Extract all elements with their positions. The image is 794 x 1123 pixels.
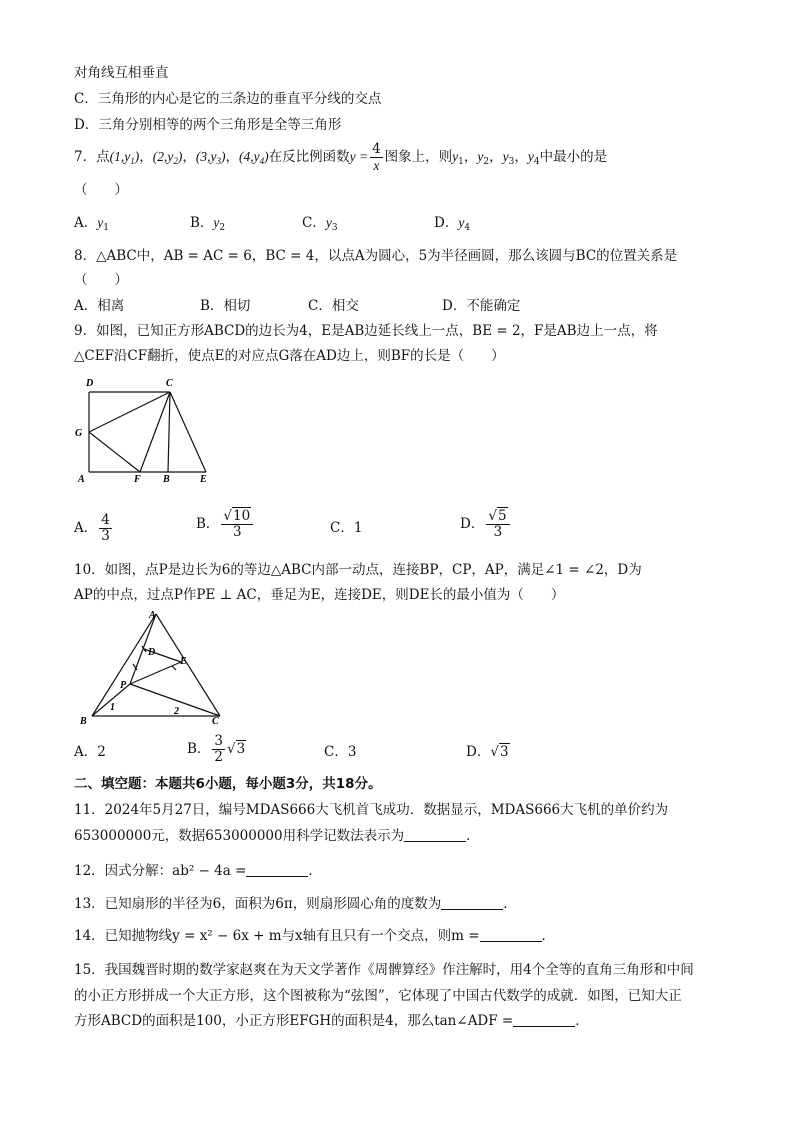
q10-option-b: B． $\frac{3}{2}$ √3	[187, 733, 246, 765]
q10-option-c: C．3	[324, 744, 357, 760]
q12-answer-blank[interactable]	[246, 862, 308, 877]
q9-label-d: D	[86, 378, 94, 389]
q8-option-c: C．相交	[308, 298, 359, 314]
q10-label-b: B	[80, 716, 87, 727]
question-10-line-2: AP的中点，过点P作PE ⊥ AC，垂足为E，连接DE，则DE长的最小值为（ ）	[74, 587, 565, 603]
q7-prefix: 7．点	[74, 149, 110, 165]
question-15-line-1: 15．我国魏晋时期的数学家赵爽在为天文学著作《周髀算经》作注解时，用4个全等的直角三角形和中间	[74, 962, 694, 978]
question-11-line-1: 11．2024年5月27日，编号MDAS666大飞机首飞成功．数据显示，MDAS666大飞机的单价约为	[74, 802, 669, 818]
q10-label-d: D	[148, 647, 156, 658]
q9-label-e: E	[200, 474, 207, 484]
question-10-line-1: 10．如图，点P是边长为6的等边△ABC内部一动点，连接BP，CP，AP，满足∠1 = ∠2，D为	[74, 562, 642, 578]
q7-option-d: D．$y_4$	[434, 215, 471, 233]
q9-option-c: C．1	[330, 520, 363, 536]
q9-label-a: A	[78, 474, 85, 484]
q9-figure	[72, 372, 220, 484]
q11-answer-blank[interactable]	[404, 827, 466, 842]
question-15-line-2: 的小正方形拼成一个大正方形，这个图被称为“弦图”，它体现了中国古代数学的成就．如图，已知大正	[74, 988, 682, 1004]
q9-label-b: B	[163, 474, 170, 484]
q10-label-a: A	[149, 610, 156, 621]
q10-label-p: P	[120, 680, 127, 691]
q7-option-c: C．$y_3$	[302, 215, 338, 233]
q14-answer-blank[interactable]	[480, 927, 542, 942]
q10-label-angle-1: 1	[110, 702, 115, 713]
q8-option-a: A．相离	[74, 298, 125, 314]
question-12: 12．因式分解：ab² − 4a = ．	[74, 863, 322, 879]
q10-option-d: D．√3	[466, 744, 509, 760]
q15-answer-blank[interactable]	[513, 1012, 575, 1027]
question-15-line-3: 方形ABCD的面积是100，小正方形EFGH的面积是4，那么tan∠ADF = ．	[74, 1013, 589, 1029]
q10-option-a: A．2	[74, 744, 106, 760]
q8-paren: （ ）	[74, 272, 128, 288]
q8-option-b: B．相切	[200, 298, 251, 314]
q13-answer-blank[interactable]	[441, 895, 503, 910]
q9-option-b: B． $\frac{√10}{3}$	[196, 509, 255, 540]
question-9-line-2: △CEF沿CF翻折，使点E的对应点G落在AD边上，则BF的长是（ ）	[74, 348, 505, 364]
q9-label-c: C	[166, 378, 173, 389]
q7-mid: 在反比例函数	[268, 149, 350, 165]
q10-label-e: E	[180, 656, 187, 667]
section-2-title: 二、填空题：本题共6小题，每小题3分，共18分。	[74, 776, 382, 792]
q7-option-b: B．$y_2$	[190, 215, 226, 233]
question-9-line-1: 9．如图，已知正方形ABCD的边长为4，E是AB边延长线上一点，BE = 2，F是AB边上一点，将	[74, 323, 658, 339]
q10-figure	[76, 606, 236, 728]
option-c-line: C．三角形的内心是它的三条边的垂直平分线的交点	[74, 91, 382, 107]
q7-func-lhs: y =	[349, 149, 369, 164]
q9-option-a: A． $\frac{4}{3}$	[74, 512, 110, 544]
question-7: 7．点$(1,y_1)$，$(2,y_2)$，$(3,y_3)$，$(4,y_4)$在反比例函数y = $\frac{4}{x}$ 图象上，则$y_1$，$y_2$，$y_3$，$y_4$中最小的是	[74, 141, 608, 173]
q7-point-3: $(3,y_3)$	[195, 149, 226, 166]
question-8: 8．△ABC中，AB = AC = 6，BC = 4，以点A为圆心，5为半径画圆，那么该圆与BC的位置关系是	[74, 248, 678, 264]
q7-option-a: A．$y_1$	[74, 215, 109, 233]
q7-tail: 中最小的是	[539, 149, 608, 165]
q9-label-f: F	[134, 474, 141, 484]
continuation-line: 对角线互相垂直	[74, 65, 169, 81]
q9-label-g: G	[75, 428, 83, 439]
question-13: 13．已知扇形的半径为6，面积为6π，则扇形圆心角的度数为 ．	[74, 896, 517, 912]
q9-option-d: D． $\frac{√5}{3}$	[460, 509, 512, 540]
q7-point-4: $(4,y_4)$	[238, 149, 269, 166]
option-d-line: D．三角分别相等的两个三角形是全等三角形	[74, 117, 342, 133]
question-14: 14．已知抛物线y = x² − 6x + m与x轴有且只有一个交点，则m = ．	[74, 928, 556, 944]
q7-point-2: $(2,y_2)$	[152, 149, 183, 166]
q7-suffix: 图象上，则	[384, 149, 453, 165]
question-11-line-2: 653000000元，数据653000000用科学记数法表示为 ．	[74, 828, 480, 844]
q8-option-d: D．不能确定	[442, 298, 521, 314]
q10-label-c: C	[212, 716, 219, 727]
q7-point-1: $(1,y_1)$	[109, 149, 140, 166]
q7-fraction: $\frac{4}{x}$	[372, 141, 381, 173]
q7-paren: （ ）	[74, 182, 128, 198]
q10-label-angle-2: 2	[174, 706, 179, 717]
